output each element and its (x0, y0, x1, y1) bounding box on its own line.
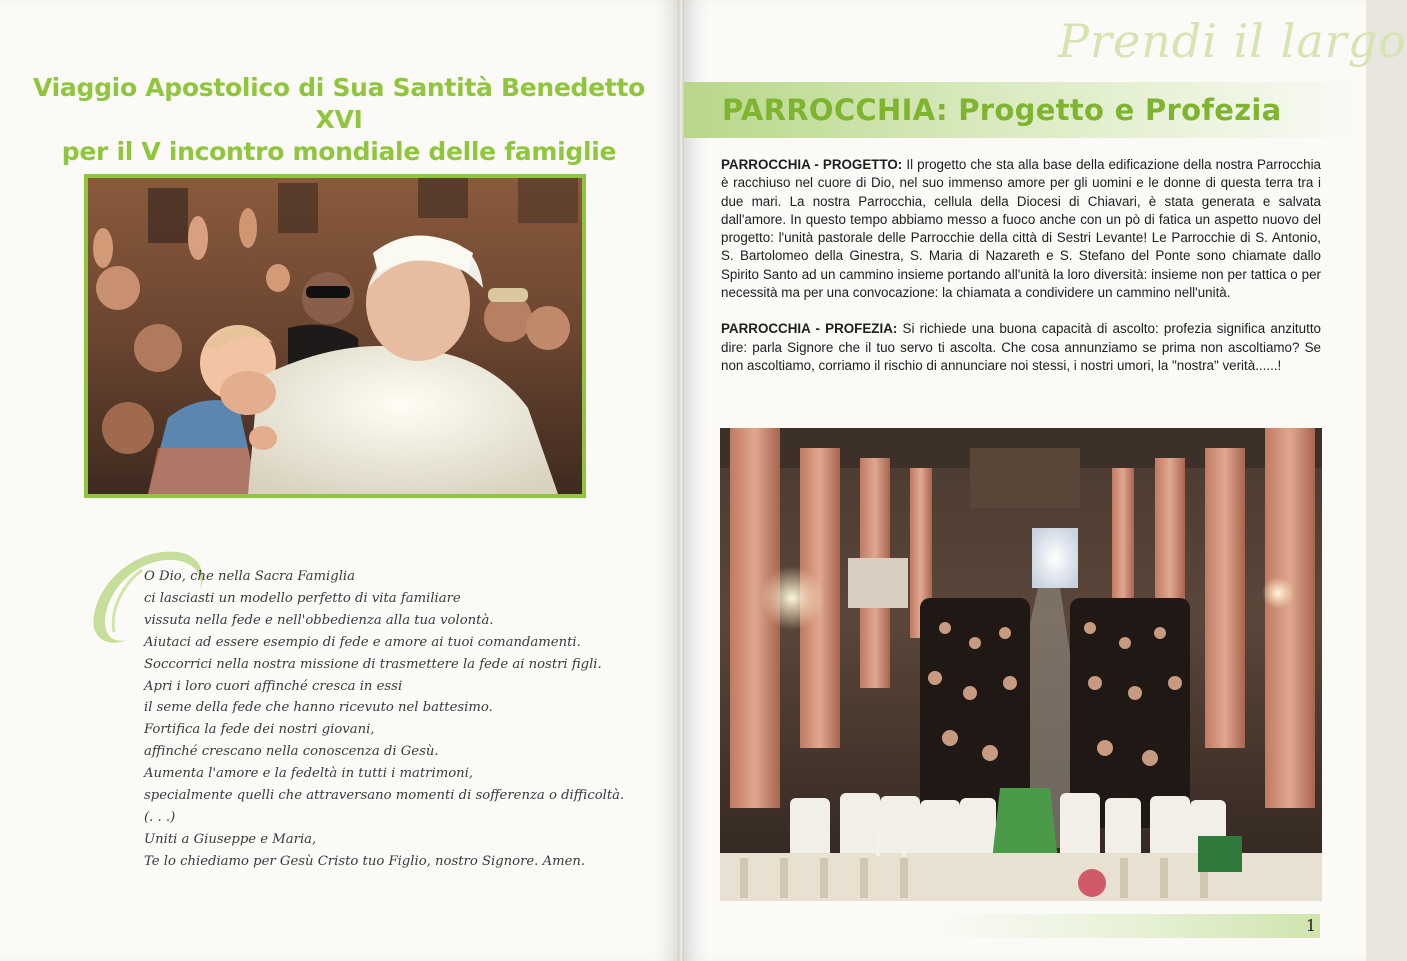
page-number: 1 (1305, 916, 1317, 935)
prayer-line: Uniti a Giuseppe e Maria, (144, 831, 317, 847)
pope-photo-illustration (88, 178, 582, 494)
prayer-line: ci lasciasti un modello perfetto di vita familiare (144, 590, 461, 606)
paragraph-progetto (721, 156, 1321, 302)
right-page-title: PARROCCHIA: Progetto e Profezia (722, 93, 1282, 127)
prayer-line: Aumenta l'amore e la fedeltà in tutti i matrimoni, (144, 766, 474, 782)
paragraph-profezia (721, 320, 1321, 375)
prayer-line: (. . .) (144, 809, 176, 825)
family-prayer (144, 566, 624, 873)
prayer-line: affinché crescano nella conoscenza di Gesù. (144, 744, 439, 760)
left-page (0, 0, 678, 961)
church-interior-photo (720, 428, 1322, 901)
paragraph-lead: PARROCCHIA - PROGETTO: (721, 157, 903, 172)
title-line-1: Viaggio Apostolico di Sua Santità Benedetto XVI (33, 73, 645, 134)
prayer-line: O Dio, che nella Sacra Famiglia (144, 569, 355, 584)
pope-with-child-photo (84, 174, 586, 498)
footer-band (934, 914, 1320, 938)
prayer-line: Te lo chiediamo per Gesù Cristo tuo Figlio, nostro Signore. Amen. (144, 853, 586, 869)
article-body (721, 156, 1321, 393)
paragraph-text: Si richiede una buona capacità di ascolto: profezia significa anzitutto dire: parla Signore che il tuo servo ti ascolta. Che cosa annunziamo se prima non ascoltiamo? Se non ascoltiamo, corriamo il rischio di annunciare noi stessi, i nostri umori, la "nostra" verità......! (721, 321, 1321, 373)
prayer-line: il seme della fede che hanno ricevuto nel battesimo. (144, 700, 493, 716)
prayer-line: Soccorrici nella nostra missione di trasmettere la fede ai nostri figli. (144, 656, 602, 672)
title-line-2: per il V incontro mondiale delle famiglie (61, 137, 617, 166)
prayer-line: Aiutaci ad essere esempio di fede e amore ai tuoi comandamenti. (144, 634, 581, 650)
paragraph-lead: PARROCCHIA - PROFEZIA: (721, 321, 898, 337)
church-photo-illustration (720, 428, 1322, 901)
left-page-title (30, 72, 648, 168)
prayer-line: Apri i loro cuori affinché cresca in essi (144, 678, 403, 694)
prayer-line: specialmente quelli che attraversano momenti di sofferenza o difficoltà. (144, 788, 625, 804)
right-page (684, 0, 1407, 961)
paragraph-text: Il progetto che sta alla base della edificazione della nostra Parrocchia è racchiuso nel cuore di Dio, nel suo immenso amore per gli uomini e le donne di questa terra tra i due mari. La nostra Parrocchia, cellula della Diocesi di Chiavari, è stata generata e salvata dall'amore. In questo tempo abbiamo messo a fuoco anche con un pò di fatica un aspetto nuovo del progetto: l'unità pastorale delle Parrocchie della città di Sestri Levante! Le Parrocchie di S. Antonio, S. Bartolomeo della Ginestra, S. Maria di Nazareth e S. Stefano del Ponte sono chiamate dallo Spirito Santo ad un cammino insieme portando all'unità la loro diversità: insieme non per tattica o per necessità ma per una convocazione: la chiamata a condividere un cammino nell'unità. (721, 157, 1321, 301)
script-heading: Prendi il largo (1058, 14, 1407, 68)
prayer-line: vissuta nella fede e nell'obbedienza alla tua volontà. (144, 612, 494, 628)
prayer-line: Fortifica la fede dei nostri giovani, (144, 722, 375, 738)
